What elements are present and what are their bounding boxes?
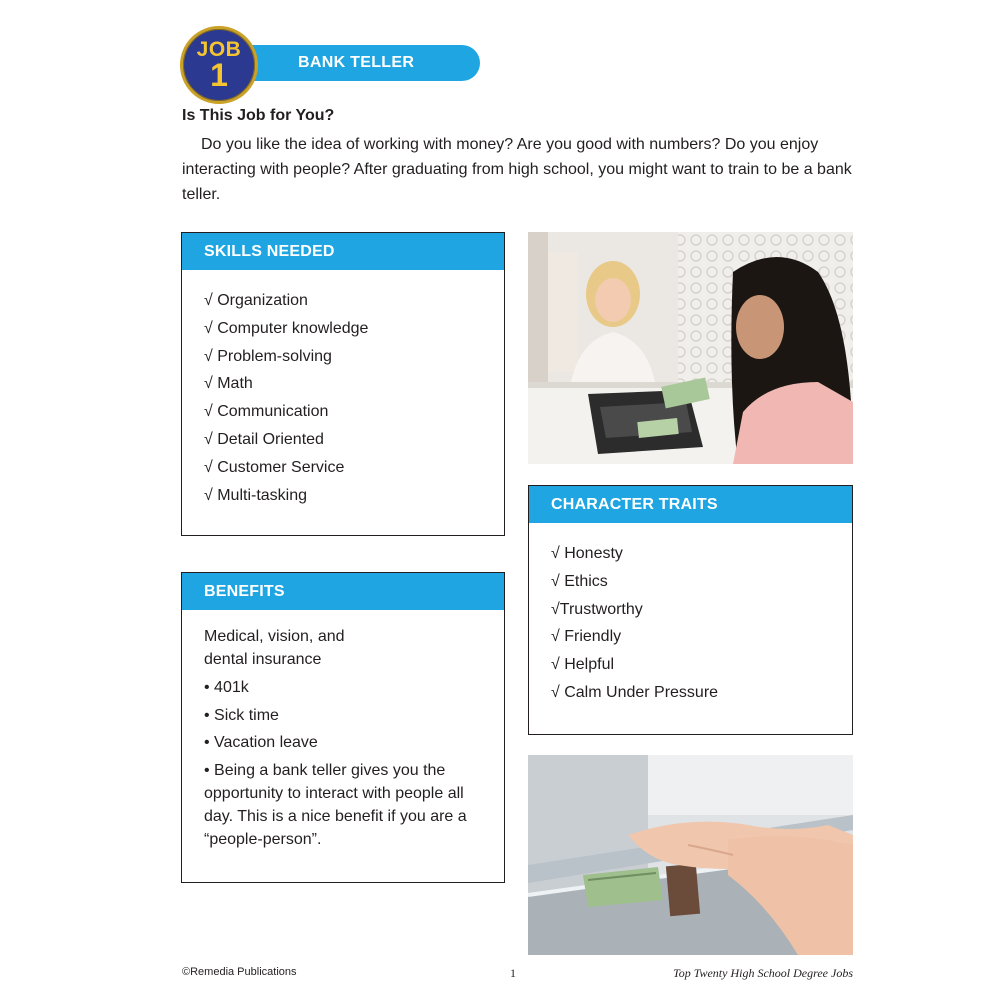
- job-number: 1: [210, 57, 228, 93]
- intro-text: Do you like the idea of working with money? Are you good with numbers? Do you enjoy interacting with people? After graduating from high school, you might want to train to be a bank teller.: [182, 136, 852, 203]
- skills-needed-title: SKILLS NEEDED: [182, 233, 504, 270]
- list-item: Medical, vision, and dental insurance: [204, 628, 345, 668]
- job-title: BANK TELLER: [298, 54, 415, 71]
- money-exchange-illustration: [528, 755, 853, 955]
- footer-page-number: 1: [510, 966, 516, 980]
- skills-list: [182, 270, 504, 509]
- list-item: √ Communication: [204, 403, 329, 421]
- list-item: √ Calm Under Pressure: [551, 683, 719, 701]
- list-item: √ Customer Service: [204, 458, 345, 476]
- list-item: √ Organization: [204, 292, 308, 309]
- list-item: √ Multi-tasking: [204, 486, 308, 504]
- bank-teller-photo: [528, 232, 853, 464]
- benefits-list: [182, 610, 504, 851]
- money-exchange-photo: [528, 755, 853, 955]
- list-item: √Trustworthy: [551, 600, 643, 618]
- skills-needed-box: [181, 232, 505, 536]
- benefits-title: BENEFITS: [182, 573, 504, 610]
- list-item: √ Ethics: [551, 572, 608, 590]
- list-item: • Sick time: [204, 706, 279, 724]
- list-item: √ Honesty: [551, 545, 623, 562]
- list-item: √ Math: [204, 375, 253, 393]
- benefits-box: [181, 572, 505, 883]
- list-item: • 401k: [204, 678, 249, 696]
- job-word: JOB: [196, 38, 242, 61]
- character-traits-title: CHARACTER TRAITS: [529, 486, 852, 523]
- job-number-badge: [180, 26, 258, 104]
- list-item: √ Friendly: [551, 628, 622, 646]
- footer-publisher: ©Remedia Publications: [182, 966, 297, 978]
- traits-list: [529, 523, 852, 707]
- list-item: √ Computer knowledge: [204, 319, 369, 337]
- list-item: √ Detail Oriented: [204, 430, 324, 448]
- footer-book-title: Top Twenty High School Degree Jobs: [673, 966, 853, 980]
- list-item: • Vacation leave: [204, 734, 318, 752]
- list-item: • Being a bank teller gives you the opportunity to interact with people all day. This is a nice benefit if you are a “people-person”.: [204, 762, 467, 849]
- job-title-bar: [236, 45, 480, 81]
- list-item: √ Problem-solving: [204, 347, 332, 365]
- intro-heading: Is This Job for You?: [182, 107, 335, 124]
- bank-teller-illustration: [528, 232, 853, 464]
- list-item: √ Helpful: [551, 656, 615, 674]
- character-traits-box: [528, 485, 853, 735]
